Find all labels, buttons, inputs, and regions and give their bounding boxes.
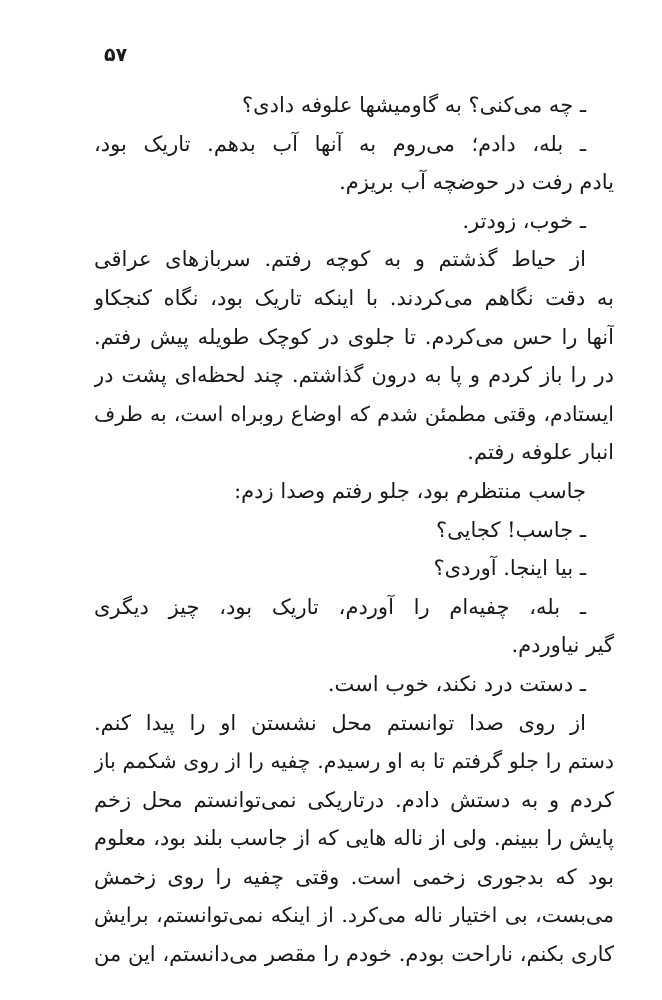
text-line: ـ بله، چفیه‌ام را آوردم، تاریک بود، چیز دیگری: [94, 594, 586, 619]
body-text: [94, 86, 614, 974]
text-line: پایش را ببینم. ولی از ناله هایی که از جاسب بلند بود، معلوم: [94, 826, 614, 851]
text-line: بود که بدجوری زخمی است. وقتی چفیه را روی زخمش: [94, 864, 614, 889]
text-line: جاسب منتظرم بود، جلو رفتم وصدا زدم:: [234, 478, 586, 503]
text-line: گیر نیاوردم.: [511, 633, 614, 658]
text-line: می‌بست، بی اختیار ناله می‌کرد. از اینکه نمی‌توانستم، برایش: [94, 903, 614, 928]
text-line: دستم را جلو گرفتم تا به او رسیدم. چفیه را از روی شکمم باز: [94, 749, 614, 774]
text-line: از حیاط گذشتم و به کوچه رفتم. سربازهای عراقی: [94, 247, 586, 272]
text-line: ایستادم، وقتی مطمئن شدم که اوضاع روبراه است، به طرف: [94, 401, 614, 426]
text-line: کردم و به دستش دادم. درتاریکی نمی‌توانستم محل زخم: [94, 787, 614, 812]
text-line: به دقت نگاهم می‌کردند. با اینکه تاریک بود، نگاه کنجکاو: [94, 285, 614, 310]
text-line: ـ خوب، زودتر.: [462, 208, 586, 233]
text-line: ـ جاسب! کجایی؟: [436, 517, 586, 542]
text-line: ـ بیا اینجا. آوردی؟: [433, 556, 586, 581]
text-line: در را باز کردم و پا به درون گذاشتم. چند لحظه‌ای پشت در: [94, 363, 614, 388]
text-line: یادم رفت در حوضچه آب بریزم.: [339, 170, 614, 195]
text-line: از روی صدا توانستم محل نشستن او را پیدا کنم.: [94, 710, 586, 735]
text-line: ـ چه می‌کنی؟ به گاومیشها علوفه دادی؟: [242, 93, 586, 117]
text-line: انبار علوفه رفتم.: [467, 440, 614, 465]
text-line: ـ بله، دادم؛ می‌روم به آنها آب بدهم. تاریک بود،: [94, 131, 586, 156]
text-line: آنها را حس می‌کردم. تا جلوی در کوچک طویله پیش رفتم.: [94, 324, 614, 349]
text-line: کاری بکنم، ناراحت بودم. خودم را مقصر می‌دانستم، این من: [94, 942, 614, 967]
text-line: ـ دستت درد نکند، خوب است.: [327, 671, 586, 696]
page-number: ۵۷: [104, 44, 128, 66]
